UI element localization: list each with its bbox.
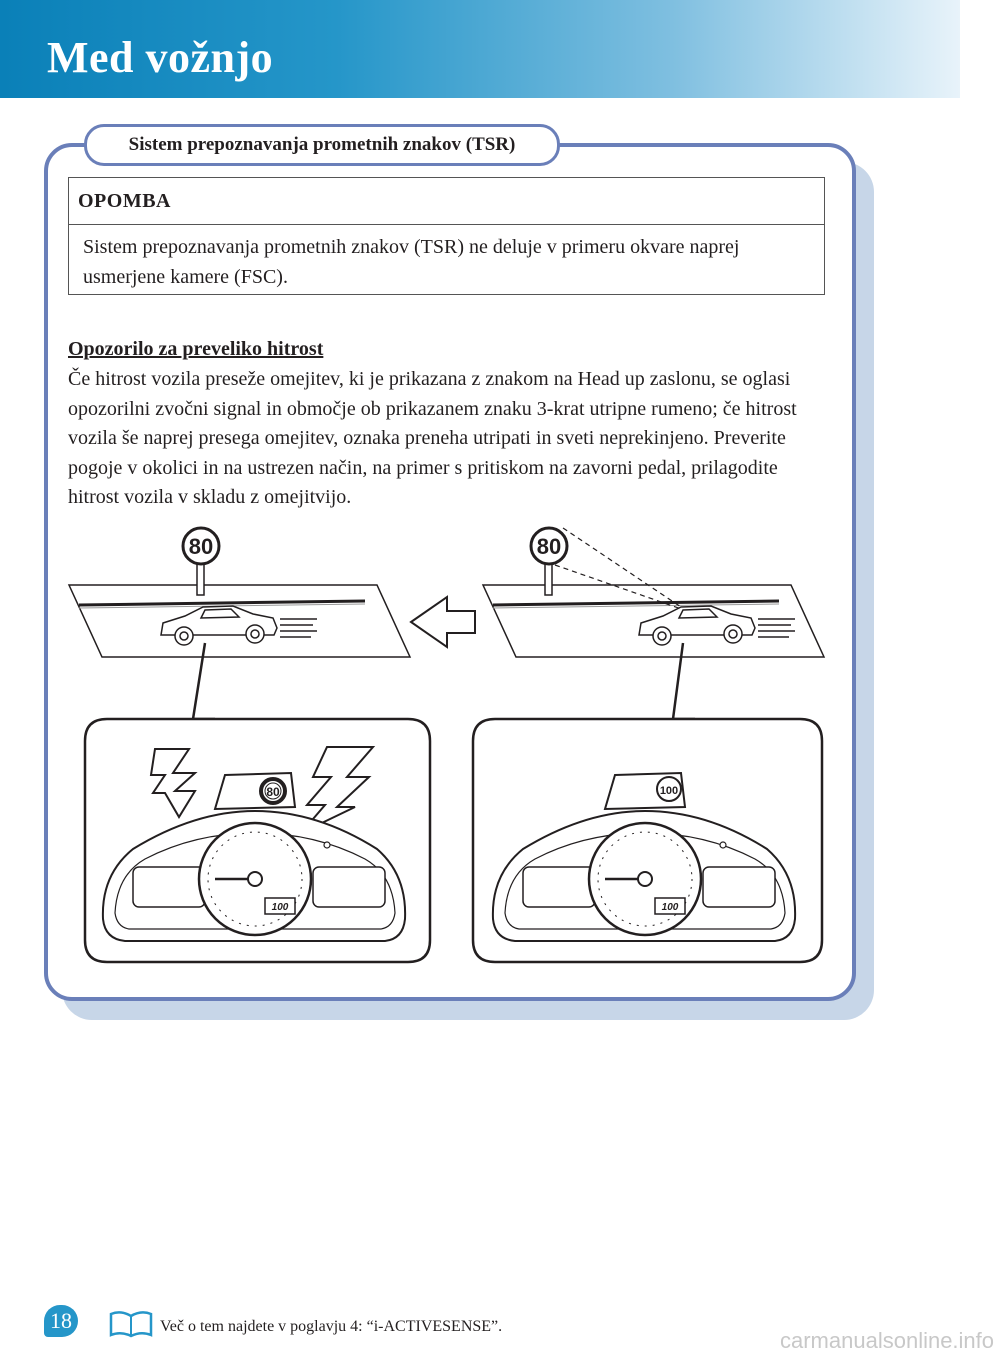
road-sign-right-label: 80: [536, 534, 562, 559]
tsr-illustration: [55, 515, 835, 975]
page-number: 18: [44, 1305, 78, 1337]
section-title: Sistem prepoznavanja prometnih znakov (TSR): [84, 124, 560, 166]
road-sign-left: [183, 528, 219, 564]
arrow-left-icon: [411, 597, 475, 647]
chapter-reference[interactable]: Več o tem najdete v poglavju 4: “i-ACTIVESENSE”.: [160, 1318, 503, 1335]
left-cluster-callout: [85, 719, 430, 962]
note-text: Sistem prepoznavanja prometnih znakov (TSR) ne deluje v primeru okvare naprej usmerjene kamere (FSC).: [83, 236, 740, 288]
book-icon: [108, 1310, 154, 1338]
page-header: [0, 0, 960, 98]
page-title: Med vožnjo: [47, 33, 274, 82]
road-sign-left-label: 80: [188, 534, 214, 559]
right-cluster-callout: [473, 719, 822, 962]
hud-sign-right-label: 100: [659, 785, 679, 797]
left-road-scene: [69, 528, 430, 962]
warning-title: Opozorilo za preveliko hitrost: [68, 338, 324, 360]
note-heading: OPOMBA: [69, 178, 824, 225]
right-road-scene: [473, 528, 824, 962]
speed-readout-left: 100: [271, 902, 289, 913]
speed-readout-right: 100: [661, 902, 679, 913]
note-box: [68, 177, 825, 295]
warning-text: Če hitrost vozila preseže omejitev, ki je prikazana z znakom na Head up zaslonu, se oglasi opozorilni zvočni signal in območje ob prikazanem znaku 3-krat utripne rumeno; če hitrost vozila še naprej presega omejitev, oznaka preneha utripati in sveti neprekinjeno. Preverite pogoje v okolici in na ustrezen način, na primer s pritiskom na zavorni pedal, prilagodite hitrost vozila v skladu z omejitvijo.: [68, 368, 797, 508]
watermark: carmanualsonline.info: [780, 1328, 994, 1353]
road-sign-right: [531, 528, 567, 564]
hud-sign-left-label: 80: [266, 785, 280, 799]
